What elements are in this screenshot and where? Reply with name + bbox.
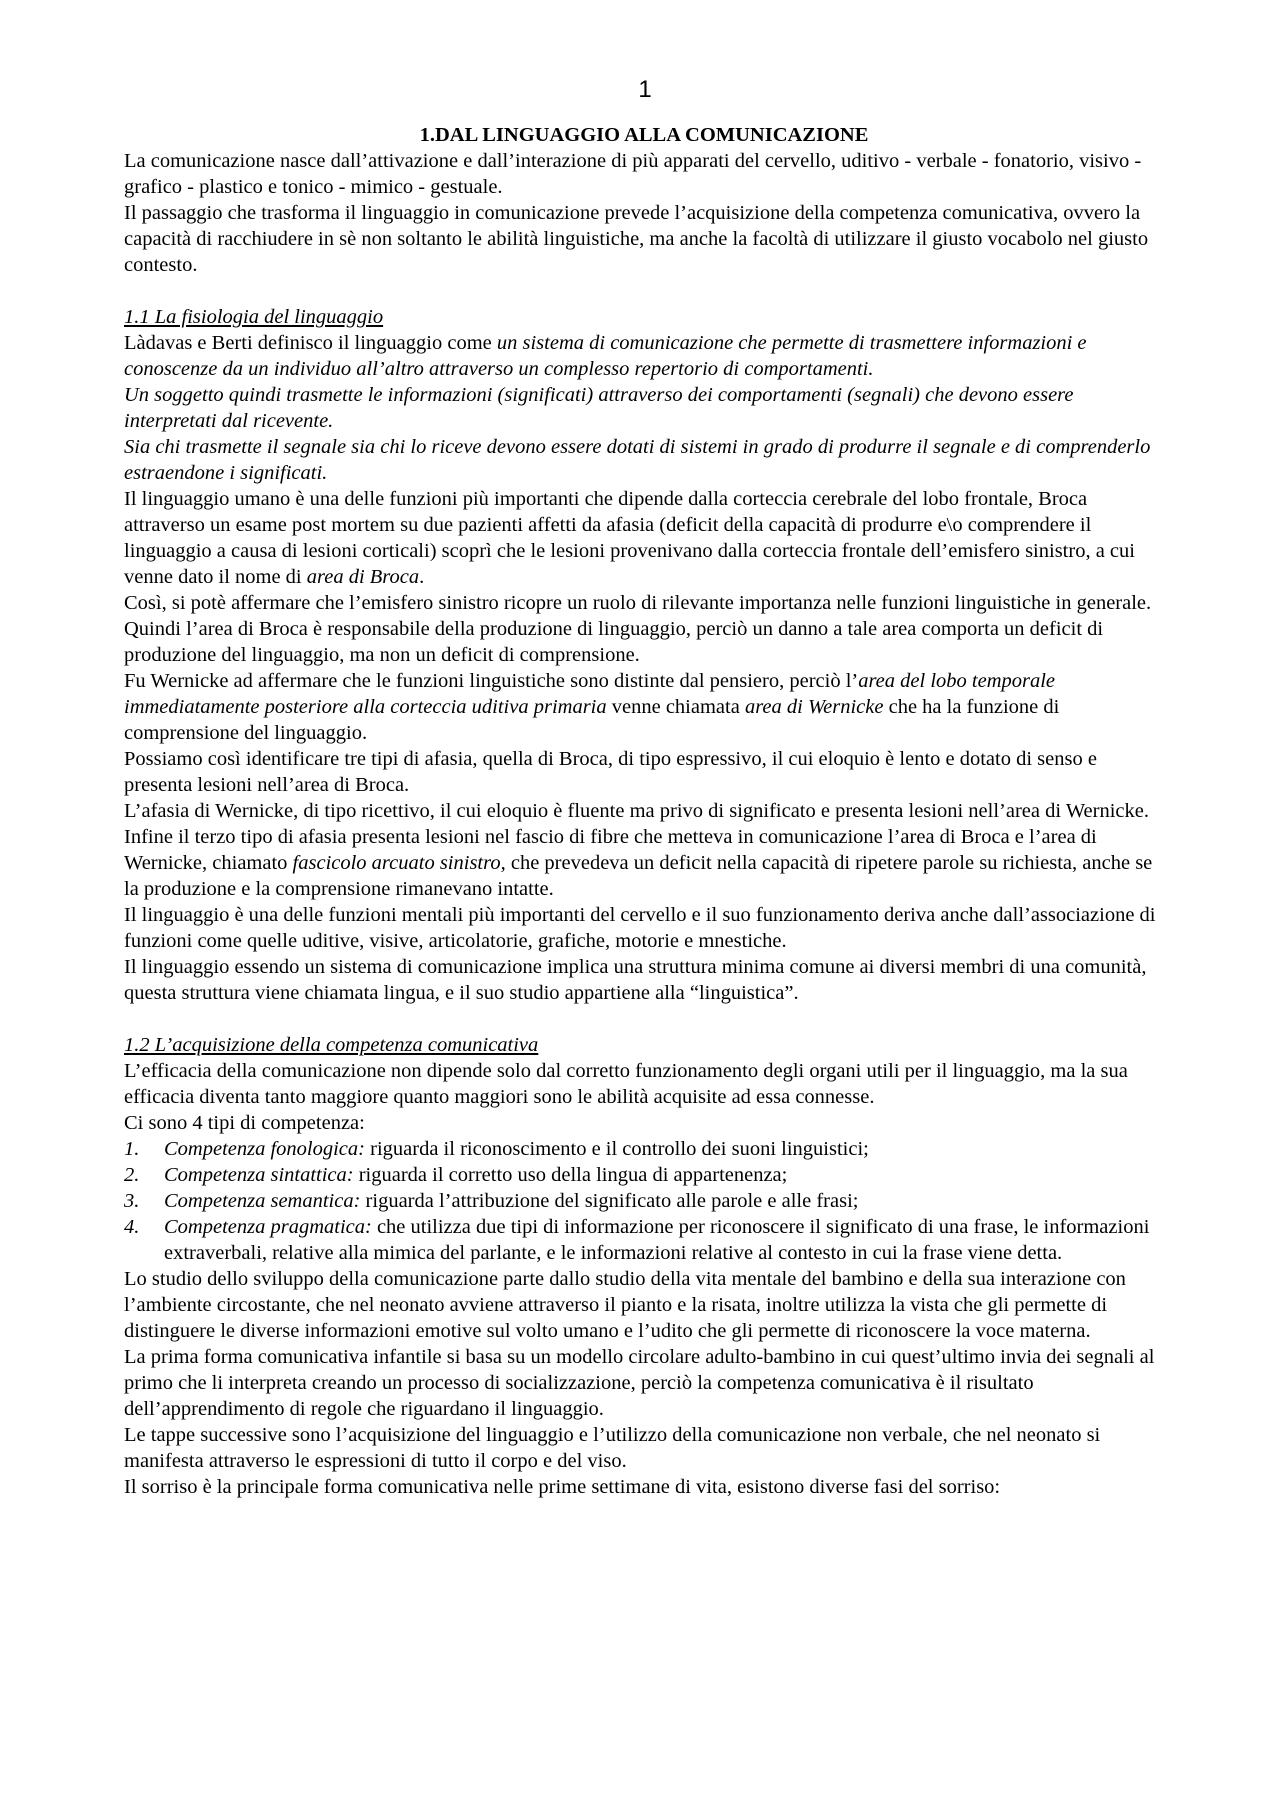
intro-paragraph-2: Il passaggio che trasforma il linguaggio in comunicazione prevede l’acquisizione della competenza comunicativa, ovvero la capacità di racchiudere in sè non soltanto le abilità linguistiche, ma anche la facoltà di utilizzare il giusto vocabolo nel giusto contesto. bbox=[124, 202, 1149, 276]
spacer bbox=[124, 1006, 1164, 1032]
list-text: riguarda il corretto uso della lingua di appartenenza; bbox=[353, 1164, 788, 1186]
list-text: riguarda l’attribuzione del significato alle parole e alle frasi; bbox=[360, 1190, 859, 1212]
list-number: 3. bbox=[124, 1190, 140, 1212]
list-item bbox=[124, 1162, 1164, 1188]
section1-paragraph-1 bbox=[124, 330, 1164, 382]
list-item bbox=[124, 1188, 1164, 1214]
list-text: riguarda il riconoscimento e il controllo dei suoni linguistici; bbox=[365, 1138, 869, 1160]
list-term: Competenza pragmatica: bbox=[164, 1216, 372, 1238]
section1-paragraph-4 bbox=[124, 486, 1164, 590]
section2-paragraph-2: Ci sono 4 tipi di competenza: bbox=[124, 1112, 365, 1134]
section2-paragraph-1: L’efficacia della comunicazione non dipende solo dal corretto funzionamento degli organi utili per il linguaggio, ma la sua efficacia diventa tanto maggiore quanto maggiori sono le abilità acquisite ad essa connesse. bbox=[124, 1060, 1128, 1108]
list-text: che utilizza due tipi di informazione per riconoscere il significato di una frase, le informazioni extraverbali, relative alla mimica del parlante, e le informazioni relative al contesto in cui la frase viene detta. bbox=[164, 1216, 1150, 1264]
text-run: Il linguaggio umano è una delle funzioni più importanti che dipende dalla corteccia cerebrale del lobo frontale, Broca attraverso un esame post mortem su due pazienti affetti da afasia (deficit della capacità di produrre e\o comprendere il linguaggio a causa di lesioni corticali) scoprì che le lesioni provenivano dalla corteccia frontale dell’emisfero sinistro, a cui venne dato il nome di bbox=[124, 488, 1135, 588]
section2-paragraph-6: Il sorriso è la principale forma comunicativa nelle prime settimane di vita, esistono diverse fasi del sorriso: bbox=[124, 1476, 1001, 1498]
list-number: 4. bbox=[124, 1216, 140, 1238]
competence-list bbox=[124, 1136, 1164, 1266]
text-run: venne chiamata bbox=[606, 696, 745, 718]
list-item bbox=[124, 1136, 1164, 1162]
italic-term: area di Wernicke bbox=[744, 696, 884, 718]
section2-paragraph-5: Le tappe successive sono l’acquisizione del linguaggio e l’utilizzo della comunicazione non verbale, che nel neonato si manifesta attraverso le espressioni di tutto il corpo e del viso. bbox=[124, 1424, 1101, 1472]
page-number: 1 bbox=[638, 76, 652, 103]
list-term: Competenza fonologica: bbox=[164, 1138, 365, 1160]
list-term: Competenza sintattica: bbox=[164, 1164, 354, 1186]
spacer bbox=[124, 278, 1164, 304]
text-run: che ha la funzione di comprensione del linguaggio. bbox=[124, 696, 1060, 744]
section1-paragraph-11: Il linguaggio è una delle funzioni mentali più importanti del cervello e il suo funzionamento deriva anche dall’associazione di funzioni come quelle uditive, visive, articolatorie, grafiche, motorie e mnestiche. bbox=[124, 904, 1156, 952]
italic-term: fascicolo arcuato sinistro, bbox=[292, 852, 506, 874]
document-body bbox=[124, 122, 1164, 1500]
section1-paragraph-10 bbox=[124, 824, 1164, 902]
section1-paragraph-2: Un soggetto quindi trasmette le informazioni (significati) attraverso dei comportamenti (segnali) che devono essere interpretati dal ricevente. bbox=[124, 384, 1074, 432]
section2-paragraph-4: La prima forma comunicativa infantile si basa su un modello circolare adulto-bambino in cui quest’ultimo invia dei segnali al primo che li interpreta creando un processo di socializzazione, perciò la competenza comunicativa è il risultato dell’apprendimento di regole che riguardano il linguaggio. bbox=[124, 1346, 1155, 1420]
italic-term: area del lobo temporale immediatamente posteriore alla corteccia uditiva primaria bbox=[124, 670, 1056, 718]
text-run: Fu Wernicke ad affermare che le funzioni linguistiche sono distinte dal pensiero, perciò l’ bbox=[124, 670, 859, 692]
text-run: Infine il terzo tipo di afasia presenta lesioni nel fascio di fibre che metteva in comunicazione l’area di Broca e l’area di Wernicke, chiamato bbox=[124, 826, 1097, 874]
section1-paragraph-7 bbox=[124, 668, 1164, 746]
section1-paragraph-6: Quindi l’area di Broca è responsabile della produzione di linguaggio, perciò un danno a tale area comporta un deficit di produzione del linguaggio, ma non un deficit di comprensione. bbox=[124, 618, 1104, 666]
section1-paragraph-12: Il linguaggio essendo un sistema di comunicazione implica una struttura minima comune ai diversi membri di una comunità, questa struttura viene chiamata lingua, e il suo studio appartiene alla “linguistica”. bbox=[124, 956, 1147, 1004]
section-heading-1-2: 1.2 L’acquisizione della competenza comunicativa bbox=[124, 1034, 539, 1056]
list-item bbox=[124, 1214, 1164, 1266]
list-number: 1. bbox=[124, 1138, 140, 1160]
italic-term: area di Broca bbox=[306, 566, 420, 588]
chapter-title: 1.DAL LINGUAGGIO ALLA COMUNICAZIONE bbox=[419, 124, 869, 146]
italic-definition: un sistema di comunicazione che permette di trasmettere informazioni e conoscenze da un individuo all’altro attraverso un complesso repertorio di comportamenti. bbox=[124, 332, 1087, 380]
text-run: . bbox=[419, 566, 425, 588]
section1-paragraph-3: Sia chi trasmette il segnale sia chi lo riceve devono essere dotati di sistemi in grado di produrre il segnale e di comprenderlo estraendone i significati. bbox=[124, 436, 1151, 484]
list-term: Competenza semantica: bbox=[164, 1190, 361, 1212]
section1-paragraph-9: L’afasia di Wernicke, di tipo ricettivo, il cui eloquio è fluente ma privo di significato e presenta lesioni nell’area di Wernicke. bbox=[124, 800, 1149, 822]
text-run: Làdavas e Berti definisco il linguaggio come bbox=[124, 332, 497, 354]
section1-paragraph-5: Così, si potè affermare che l’emisfero sinistro ricopre un ruolo di rilevante importanza nelle funzioni linguistiche in generale. bbox=[124, 592, 1152, 614]
intro-paragraph-1: La comunicazione nasce dall’attivazione e dall’interazione di più apparati del cervello, uditivo - verbale - fonatorio, visivo - grafico - plastico e tonico - mimico - gestuale. bbox=[124, 150, 1142, 198]
section2-paragraph-3: Lo studio dello sviluppo della comunicazione parte dallo studio della vita mentale del bambino e della sua interazione con l’ambiente circostante, che nel neonato avviene attraverso il pianto e la risata, inoltre utilizza la vista che gli permette di distinguere le diverse informazioni emotive sul volto umano e l’udito che gli permette di riconoscere la voce materna. bbox=[124, 1268, 1126, 1342]
section1-paragraph-8: Possiamo così identificare tre tipi di afasia, quella di Broca, di tipo espressivo, il cui eloquio è lento e dotato di senso e presenta lesioni nell’area di Broca. bbox=[124, 748, 1097, 796]
section-heading-1-1: 1.1 La fisiologia del linguaggio bbox=[124, 306, 384, 328]
list-number: 2. bbox=[124, 1164, 140, 1186]
text-run: che prevedeva un deficit nella capacità di ripetere parole su richiesta, anche se la produzione e la comprensione rimanevano intatte. bbox=[124, 852, 1153, 900]
